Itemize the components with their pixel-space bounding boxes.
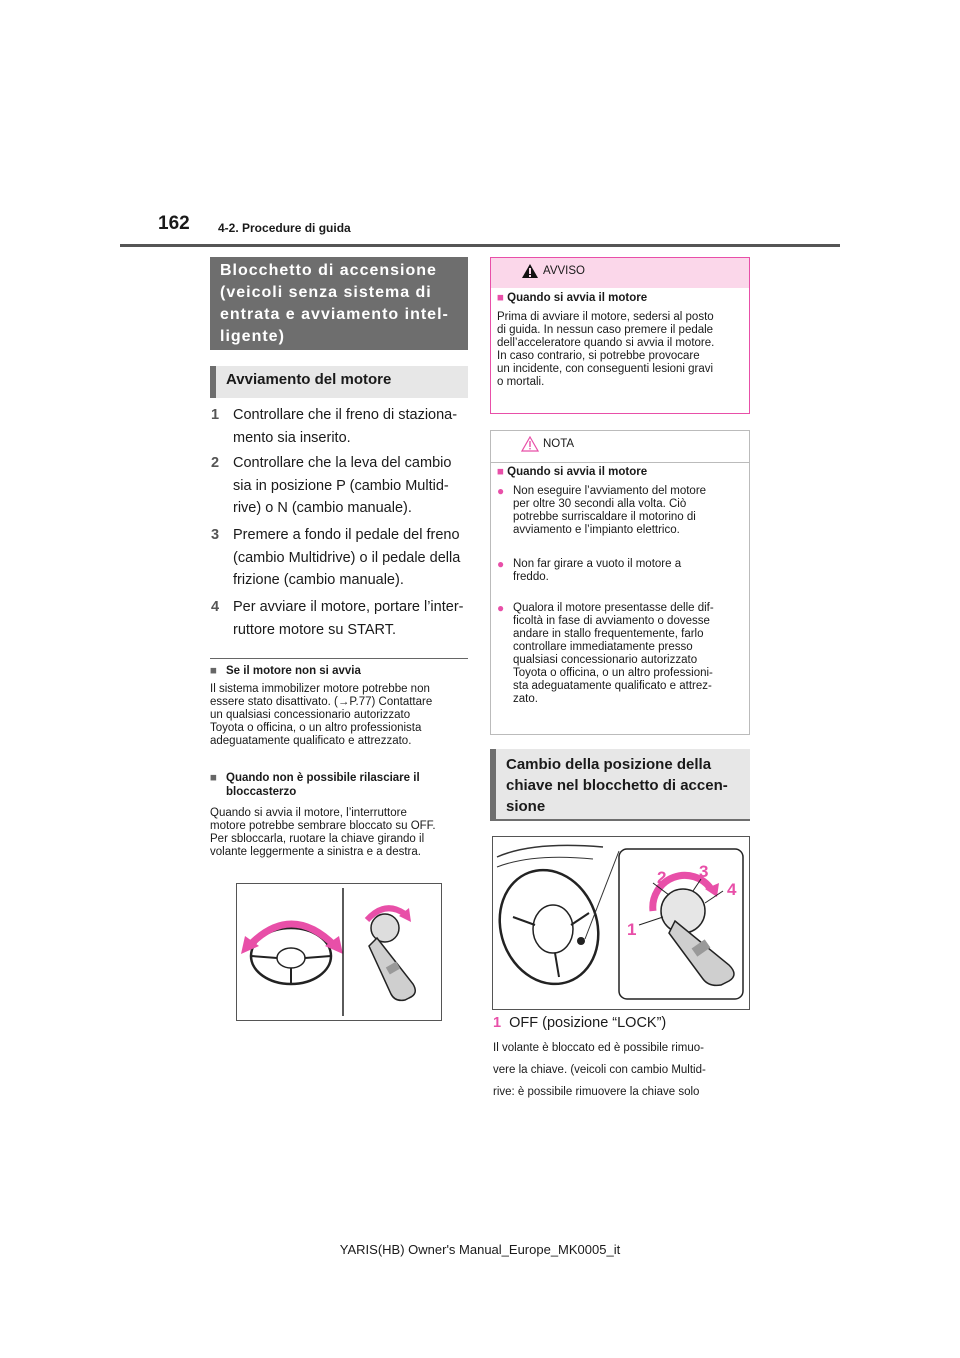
- warning-text: [497, 311, 745, 389]
- page-number: 162: [158, 213, 190, 234]
- step-text: rive) o N (cambio manuale).: [233, 500, 412, 516]
- warning-label: AVVISO: [543, 265, 585, 277]
- steering-lock-illustration: [236, 883, 442, 1021]
- nota-subheading: [497, 466, 647, 478]
- bullet-line: qualsiasi concessionario autorizzato: [513, 654, 698, 666]
- nota-bullet: [497, 485, 745, 537]
- cambio-heading-line: sione: [506, 798, 546, 815]
- off-line-text: vere la chiave. (veicoli con cambio Multid-: [493, 1064, 706, 1076]
- step-text: Controllare che il freno di staziona-: [233, 407, 458, 423]
- callout-1: 1: [627, 920, 637, 939]
- note-heading: [210, 664, 472, 678]
- note-body: [210, 807, 472, 859]
- callout-4: 4: [727, 880, 737, 899]
- step-item: [210, 524, 472, 592]
- step-item: [210, 596, 472, 641]
- square-bullet-icon: ■: [210, 665, 217, 677]
- bullet-line: zato.: [513, 693, 538, 705]
- note-line: Quando si avvia il motore, l’interruttore: [210, 807, 407, 819]
- title-line: Blocchetto di accensione: [220, 262, 437, 279]
- callout-3: 3: [699, 862, 709, 881]
- warning-line: di guida. In nessun caso premere il pedale: [497, 324, 714, 336]
- note-line: Il sistema immobilizer motore potrebbe non: [210, 683, 430, 695]
- note-heading-text: bloccasterzo: [226, 786, 297, 798]
- main-title: [210, 257, 468, 350]
- warning-subheading: [497, 292, 647, 304]
- bullet-line: Non far girare a vuoto il motore a: [513, 558, 682, 570]
- section-heading: 4-2. Procedure di guida: [218, 221, 351, 235]
- section-divider: [210, 658, 468, 659]
- nota-subheading-text: Quando si avvia il motore: [507, 466, 648, 478]
- note-line: Per sbloccarla, ruotare la chiave girando il: [210, 833, 425, 845]
- bullet-line: Non eseguire l’avviamento del motore: [513, 485, 707, 497]
- circle-bullet-icon: ●: [497, 557, 505, 571]
- nota-label: NOTA: [543, 438, 575, 450]
- bullet-line: ficoltà in fase di avviamento o dovesse: [513, 615, 710, 627]
- warning-triangle-icon: [521, 263, 539, 279]
- step-text: Premere a fondo il pedale del freno: [233, 527, 460, 543]
- step-text: mento sia inserito.: [233, 429, 351, 446]
- off-line-text: rive: è possibile rimuovere la chiave solo: [493, 1086, 700, 1098]
- warning-box: [490, 257, 750, 414]
- step-number: 3: [211, 527, 220, 543]
- warning-line: Prima di avviare il motore, sedersi al posto: [497, 311, 714, 323]
- square-bullet-icon: ■: [497, 466, 508, 478]
- step-text: frizione (cambio manuale).: [233, 572, 404, 588]
- note-heading-text: Se il motore non si avvia: [226, 665, 361, 677]
- square-bullet-icon: ■: [210, 772, 217, 784]
- nota-bullet: [497, 558, 745, 584]
- step-item: [210, 452, 472, 520]
- step-text: Per avviare il motore, portare l’inter-: [233, 599, 464, 615]
- warning-subheading-text: Quando si avvia il motore: [507, 292, 648, 304]
- nota-bullet: [497, 602, 745, 706]
- warning-line: un incidente, con conseguenti lesioni gravi: [497, 363, 714, 375]
- step-number: 2: [211, 455, 220, 471]
- square-bullet-icon: ■: [497, 292, 508, 304]
- bullet-line: freddo.: [513, 571, 549, 583]
- circle-bullet-icon: ●: [497, 484, 505, 498]
- bullet-line: per oltre 30 secondi alla volta. Ciò: [513, 498, 687, 510]
- note-line: un qualsiasi concessionario autorizzato: [210, 709, 411, 721]
- circle-bullet-icon: ●: [497, 601, 505, 615]
- off-line-text: Il volante è bloccato ed è possibile rimuo-: [493, 1042, 704, 1054]
- bullet-line: andare in stallo frequentemente, farlo: [513, 628, 704, 640]
- step-text: (cambio Multidrive) o il pedale della: [233, 549, 461, 566]
- step-text: sia in posizione P (cambio Multid-: [233, 477, 449, 494]
- bullet-line: controllare immediatamente presso: [513, 641, 693, 653]
- note-line: motore potrebbe sembrare bloccato su OFF.: [210, 820, 436, 832]
- item-text: OFF (posizione “LOCK”): [509, 1015, 667, 1031]
- cambio-heading-line: Cambio della posizione della: [506, 756, 712, 773]
- warning-line: dell’acceleratore quando si avvia il motore.: [497, 337, 715, 349]
- bullet-line: Toyota o officina, o un altro professioni-: [513, 667, 713, 679]
- caution-triangle-icon: [521, 436, 539, 452]
- step-number: 4: [211, 599, 220, 615]
- step-text: ruttore motore su START.: [233, 621, 397, 638]
- steering-wheel-key-drawing: [237, 884, 441, 1020]
- cambio-heading-line: chiave nel blocchetto di accen-: [506, 777, 728, 794]
- warning-header: [491, 258, 749, 288]
- title-line: (veicoli senza sistema di: [220, 284, 432, 301]
- step-number: 1: [211, 407, 220, 423]
- bullet-line: Qualora il motore presentasse delle dif-: [513, 602, 714, 614]
- off-position-item: [493, 1012, 666, 1034]
- ignition-key-drawing: [493, 837, 749, 1009]
- note-body: [210, 683, 472, 748]
- note-line: volante leggermente a sinistra e a destra.: [210, 846, 421, 858]
- item-number: 1: [493, 1015, 502, 1031]
- bullet-line: avviamento e l’impianto elettrico.: [513, 524, 680, 536]
- callout-2: 2: [657, 868, 667, 887]
- bullet-line: sta adeguatamente qualificato e attrez-: [513, 680, 712, 692]
- nota-box: [490, 430, 750, 735]
- bullet-line: potrebbe surriscaldare il motorino di: [513, 511, 696, 523]
- warning-line: In caso contrario, si potrebbe provocare: [497, 350, 700, 362]
- note-heading: [210, 771, 472, 799]
- title-line: entrata e avviamento intel-: [220, 306, 449, 323]
- page-footer: YARIS(HB) Owner's Manual_Europe_MK0005_it: [339, 1242, 621, 1257]
- key-position-illustration: [492, 836, 750, 1010]
- step-text: Controllare che la leva del cambio: [233, 455, 452, 471]
- nota-header: [491, 431, 749, 463]
- note-line: adeguatamente qualificato e attrezzato.: [210, 735, 412, 747]
- note-heading-text: Quando non è possibile rilasciare il: [226, 772, 420, 784]
- warning-line: o mortali.: [497, 376, 545, 388]
- note-line: Toyota o officina, o un altro professionista: [210, 722, 422, 734]
- note-line: essere stato disattivato. (→P.77) Contattare: [210, 696, 433, 708]
- subtitle: Avviamento del motore: [210, 366, 468, 398]
- cambio-heading: [490, 749, 750, 821]
- header-rule: [120, 244, 840, 247]
- step-item: [210, 404, 472, 449]
- title-line: ligente): [220, 328, 285, 345]
